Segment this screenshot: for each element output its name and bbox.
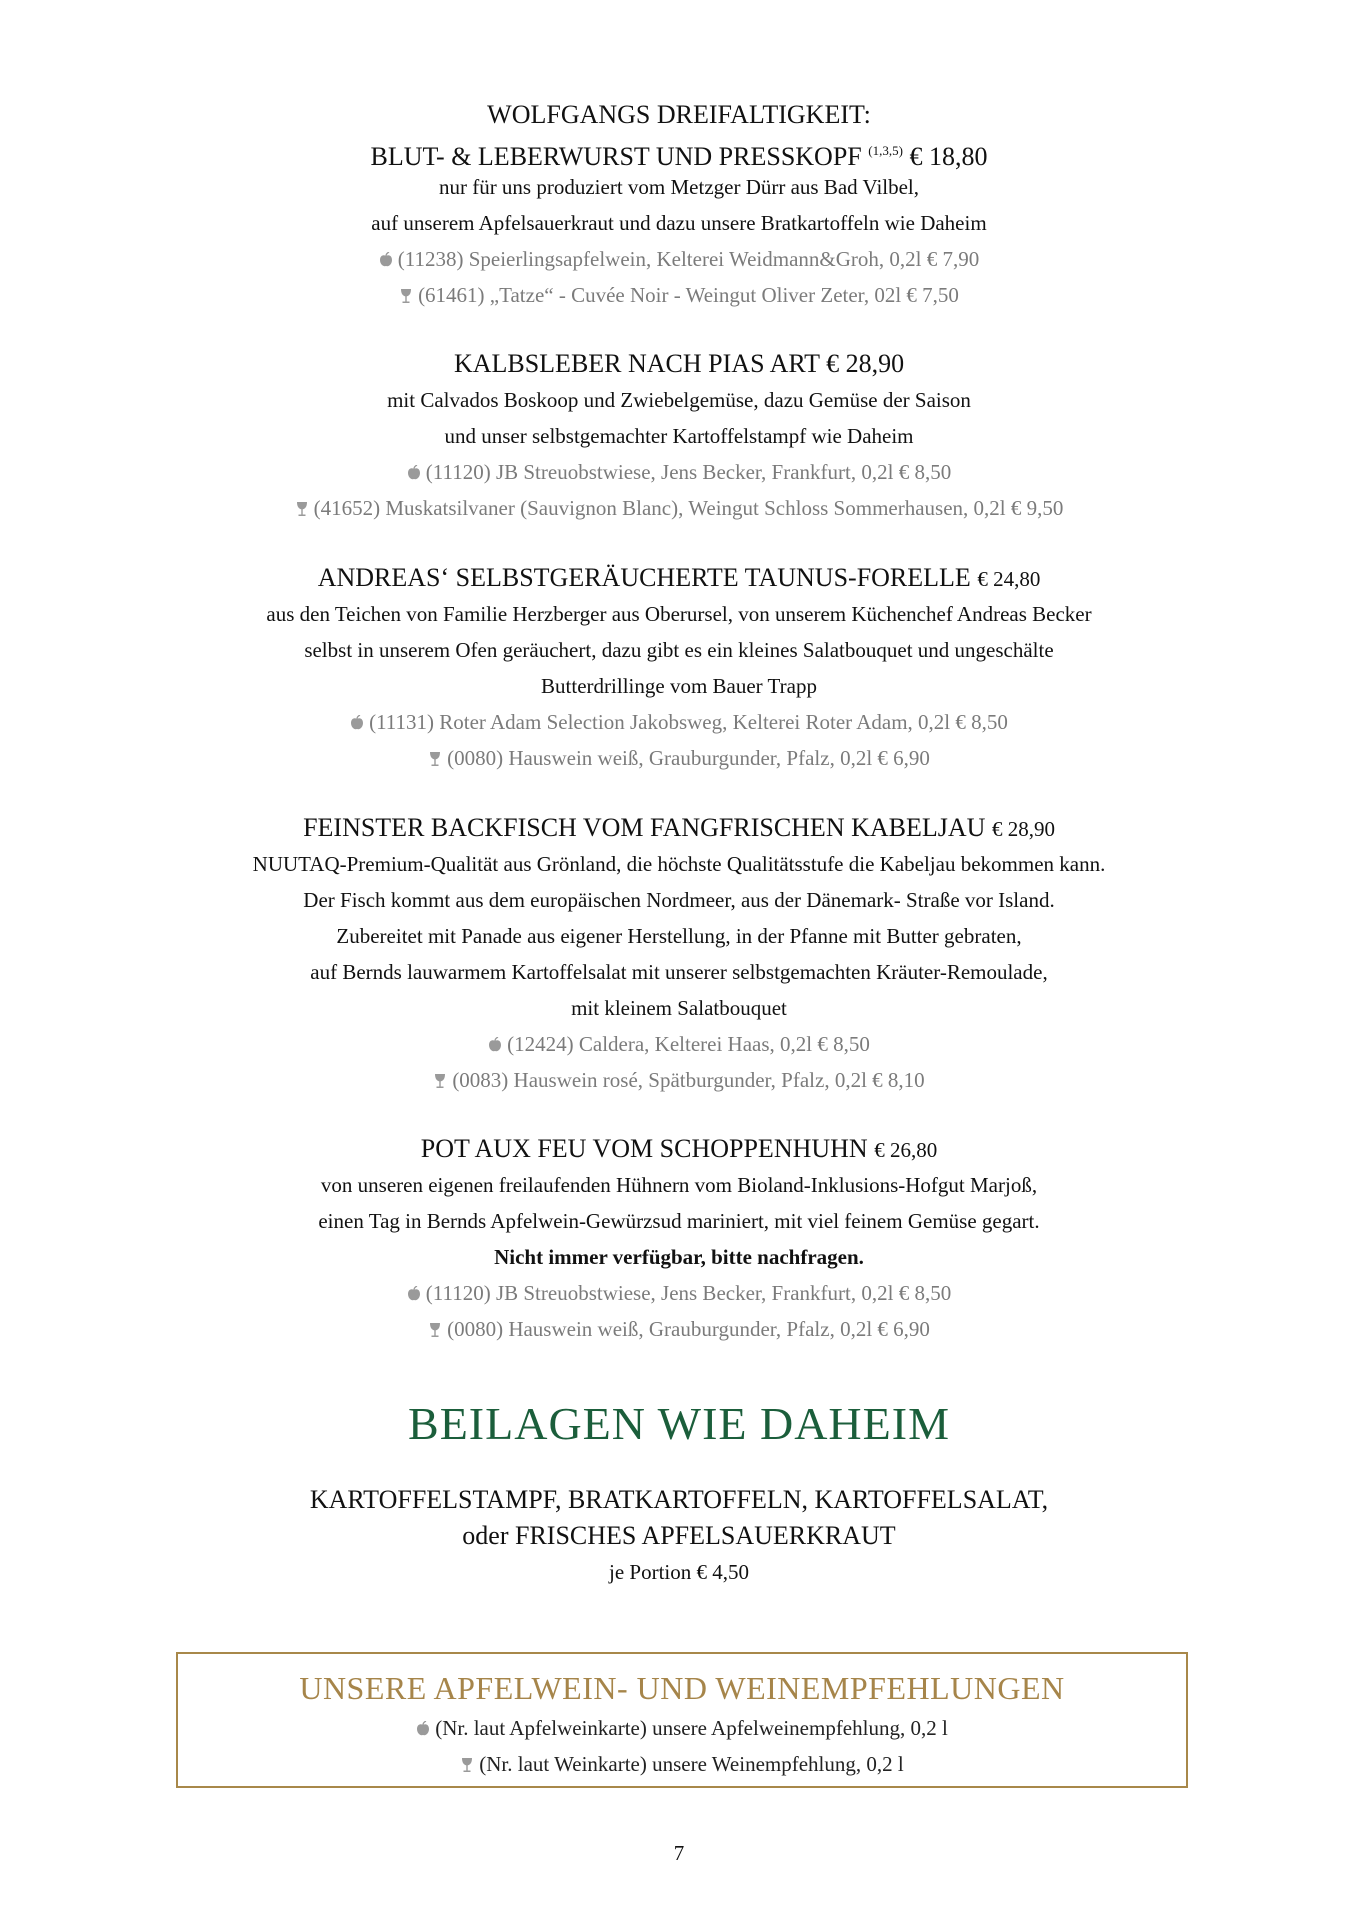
- wine-glass-icon: [295, 501, 309, 517]
- dish-price: € 28,90: [991, 817, 1055, 841]
- dish-title: ANDREAS‘ SELBSTGERÄUCHERTE TAUNUS-FORELLE: [317, 563, 971, 592]
- apple-wine-recommendation: [0, 241, 1358, 277]
- recommendation-legend-box: [176, 1652, 1188, 1788]
- allergen-note: (1,3,5): [868, 143, 903, 158]
- wine-glass-icon: [399, 288, 413, 304]
- apple-wine-recommendation-text: (11120) JB Streuobstwiese, Jens Becker, Frankfurt, 0,2l € 8,50: [425, 460, 952, 484]
- wine-recommendation-text: (0083) Hauswein rosé, Spätburgunder, Pfalz, 0,2l € 8,10: [452, 1068, 925, 1092]
- apple-icon: [350, 715, 364, 731]
- sides-line: KARTOFFELSTAMPF, BRATKARTOFFELN, KARTOFFELSALAT,: [309, 1485, 1049, 1514]
- apple-icon: [407, 465, 421, 481]
- dish-description-line: NUUTAQ-Premium-Qualität aus Grönland, die höchste Qualitätsstufe die Kabeljau bekommen kann.: [252, 852, 1106, 876]
- dish-description-line: mit kleinem Salatbouquet: [571, 996, 787, 1020]
- wine-recommendation: [0, 1311, 1358, 1347]
- apple-wine-recommendation-text: (11131) Roter Adam Selection Jakobsweg, Kelterei Roter Adam, 0,2l € 8,50: [369, 710, 1008, 734]
- dish-title-line: [0, 1131, 1358, 1167]
- wine-recommendation: [0, 740, 1358, 776]
- dish-description-line: und unser selbstgemachter Kartoffelstampf wie Daheim: [444, 424, 914, 448]
- availability-note: Nicht immer verfügbar, bitte nachfragen.: [494, 1245, 864, 1269]
- sides-block: [0, 1482, 1358, 1590]
- dish-description-line: Der Fisch kommt aus dem europäischen Nordmeer, aus der Dänemark- Straße vor Island.: [303, 888, 1055, 912]
- dish-description-line: selbst in unserem Ofen geräuchert, dazu gibt es ein kleines Salatbouquet und ungeschälte: [304, 638, 1054, 662]
- dish-price: € 26,80: [874, 1138, 938, 1162]
- apple-wine-recommendation-text: (11238) Speierlingsapfelwein, Kelterei Weidmann&Groh, 0,2l € 7,90: [397, 247, 980, 271]
- wine-recommendation: [0, 490, 1358, 526]
- legend-apple-line: [178, 1710, 1186, 1746]
- wine-recommendation-text: (0080) Hauswein weiß, Grauburgunder, Pfalz, 0,2l € 6,90: [447, 1317, 930, 1341]
- dish-price: € 18,80: [909, 142, 988, 171]
- legend-apple-text: (Nr. laut Apfelweinkarte) unsere Apfelweinempfehlung, 0,2 l: [435, 1716, 948, 1740]
- legend-wine-line: [178, 1746, 1186, 1782]
- dish-title-text: BLUT- & LEBERWURST UND PRESSKOPF: [370, 142, 862, 171]
- dish-title: FEINSTER BACKFISCH VOM FANGFRISCHEN KABELJAU: [303, 813, 986, 842]
- sides-line: oder FRISCHES APFELSAUERKRAUT: [462, 1521, 896, 1550]
- dish-price: € 28,90: [826, 349, 905, 378]
- dish-title: WOLFGANGS DREIFALTIGKEIT:: [487, 100, 871, 129]
- wine-glass-icon: [460, 1757, 474, 1773]
- dish-description-line: auf unserem Apfelsauerkraut und dazu unsere Bratkartoffeln wie Daheim: [371, 211, 987, 235]
- dish-taunus-forelle: [0, 560, 1358, 776]
- page-number: 7: [673, 1841, 685, 1865]
- apple-wine-recommendation: [0, 1026, 1358, 1062]
- dish-pot-aux-feu: [0, 1131, 1358, 1347]
- dish-price: € 24,80: [977, 567, 1041, 591]
- dish-kalbsleber: [0, 346, 1358, 526]
- dish-backfisch-kabeljau: [0, 810, 1358, 1098]
- apple-icon: [379, 252, 393, 268]
- wine-glass-icon: [428, 751, 442, 767]
- dish-description-line: von unseren eigenen freilaufenden Hühnern vom Bioland-Inklusions-Hofgut Marjoß,: [320, 1173, 1038, 1197]
- dish-description-line: auf Bernds lauwarmem Kartoffelsalat mit unserer selbstgemachten Kräuter-Remoulade,: [310, 960, 1048, 984]
- apple-wine-recommendation: [0, 1275, 1358, 1311]
- dish-title-line: [0, 560, 1358, 596]
- dish-description-line: einen Tag in Bernds Apfelwein-Gewürzsud mariniert, mit viel feinem Gemüse gegart.: [318, 1209, 1040, 1233]
- dish-title: POT AUX FEU VOM SCHOPPENHUHN: [420, 1134, 868, 1163]
- legend-wine-text: (Nr. laut Weinkarte) unsere Weinempfehlung, 0,2 l: [479, 1752, 904, 1776]
- wine-glass-icon: [433, 1073, 447, 1089]
- apple-wine-recommendation: [0, 454, 1358, 490]
- dish-description-line: mit Calvados Boskoop und Zwiebelgemüse, dazu Gemüse der Saison: [387, 388, 971, 412]
- legend-title: UNSERE APFELWEIN- UND WEINEMPFEHLUNGEN: [299, 1670, 1065, 1706]
- wine-recommendation: [0, 277, 1358, 313]
- wine-recommendation-text: (0080) Hauswein weiß, Grauburgunder, Pfalz, 0,2l € 6,90: [447, 746, 930, 770]
- dish-description-line: nur für uns produziert vom Metzger Dürr aus Bad Vilbel,: [438, 175, 920, 199]
- dish-title-line-2: [0, 133, 1358, 169]
- dish-wolfgangs-dreifaltigkeit: [0, 97, 1358, 313]
- dish-description-line: Zubereitet mit Panade aus eigener Herstellung, in der Pfanne mit Butter gebraten,: [336, 924, 1022, 948]
- dish-description-line: aus den Teichen von Familie Herzberger aus Oberursel, von unserem Küchenchef Andreas Becker: [266, 602, 1092, 626]
- wine-recommendation-text: (61461) „Tatze“ - Cuvée Noir - Weingut Oliver Zeter, 02l € 7,50: [418, 283, 959, 307]
- apple-wine-recommendation: [0, 704, 1358, 740]
- wine-recommendation-text: (41652) Muskatsilvaner (Sauvignon Blanc), Weingut Schloss Sommerhausen, 0,2l € 9,50: [313, 496, 1064, 520]
- apple-wine-recommendation-text: (12424) Caldera, Kelterei Haas, 0,2l € 8,50: [507, 1032, 870, 1056]
- apple-wine-recommendation-text: (11120) JB Streuobstwiese, Jens Becker, Frankfurt, 0,2l € 8,50: [425, 1281, 952, 1305]
- dish-description-line: Butterdrillinge vom Bauer Trapp: [541, 674, 817, 698]
- apple-icon: [416, 1721, 430, 1737]
- dish-title-line: [0, 810, 1358, 846]
- sides-price: je Portion € 4,50: [609, 1560, 749, 1584]
- apple-icon: [488, 1037, 502, 1053]
- wine-glass-icon: [428, 1322, 442, 1338]
- dish-title: KALBSLEBER NACH PIAS ART: [453, 349, 820, 378]
- dish-title-line: [0, 346, 1358, 382]
- wine-recommendation: [0, 1062, 1358, 1098]
- section-heading-beilagen: BEILAGEN WIE DAHEIM: [408, 1398, 950, 1449]
- apple-icon: [407, 1286, 421, 1302]
